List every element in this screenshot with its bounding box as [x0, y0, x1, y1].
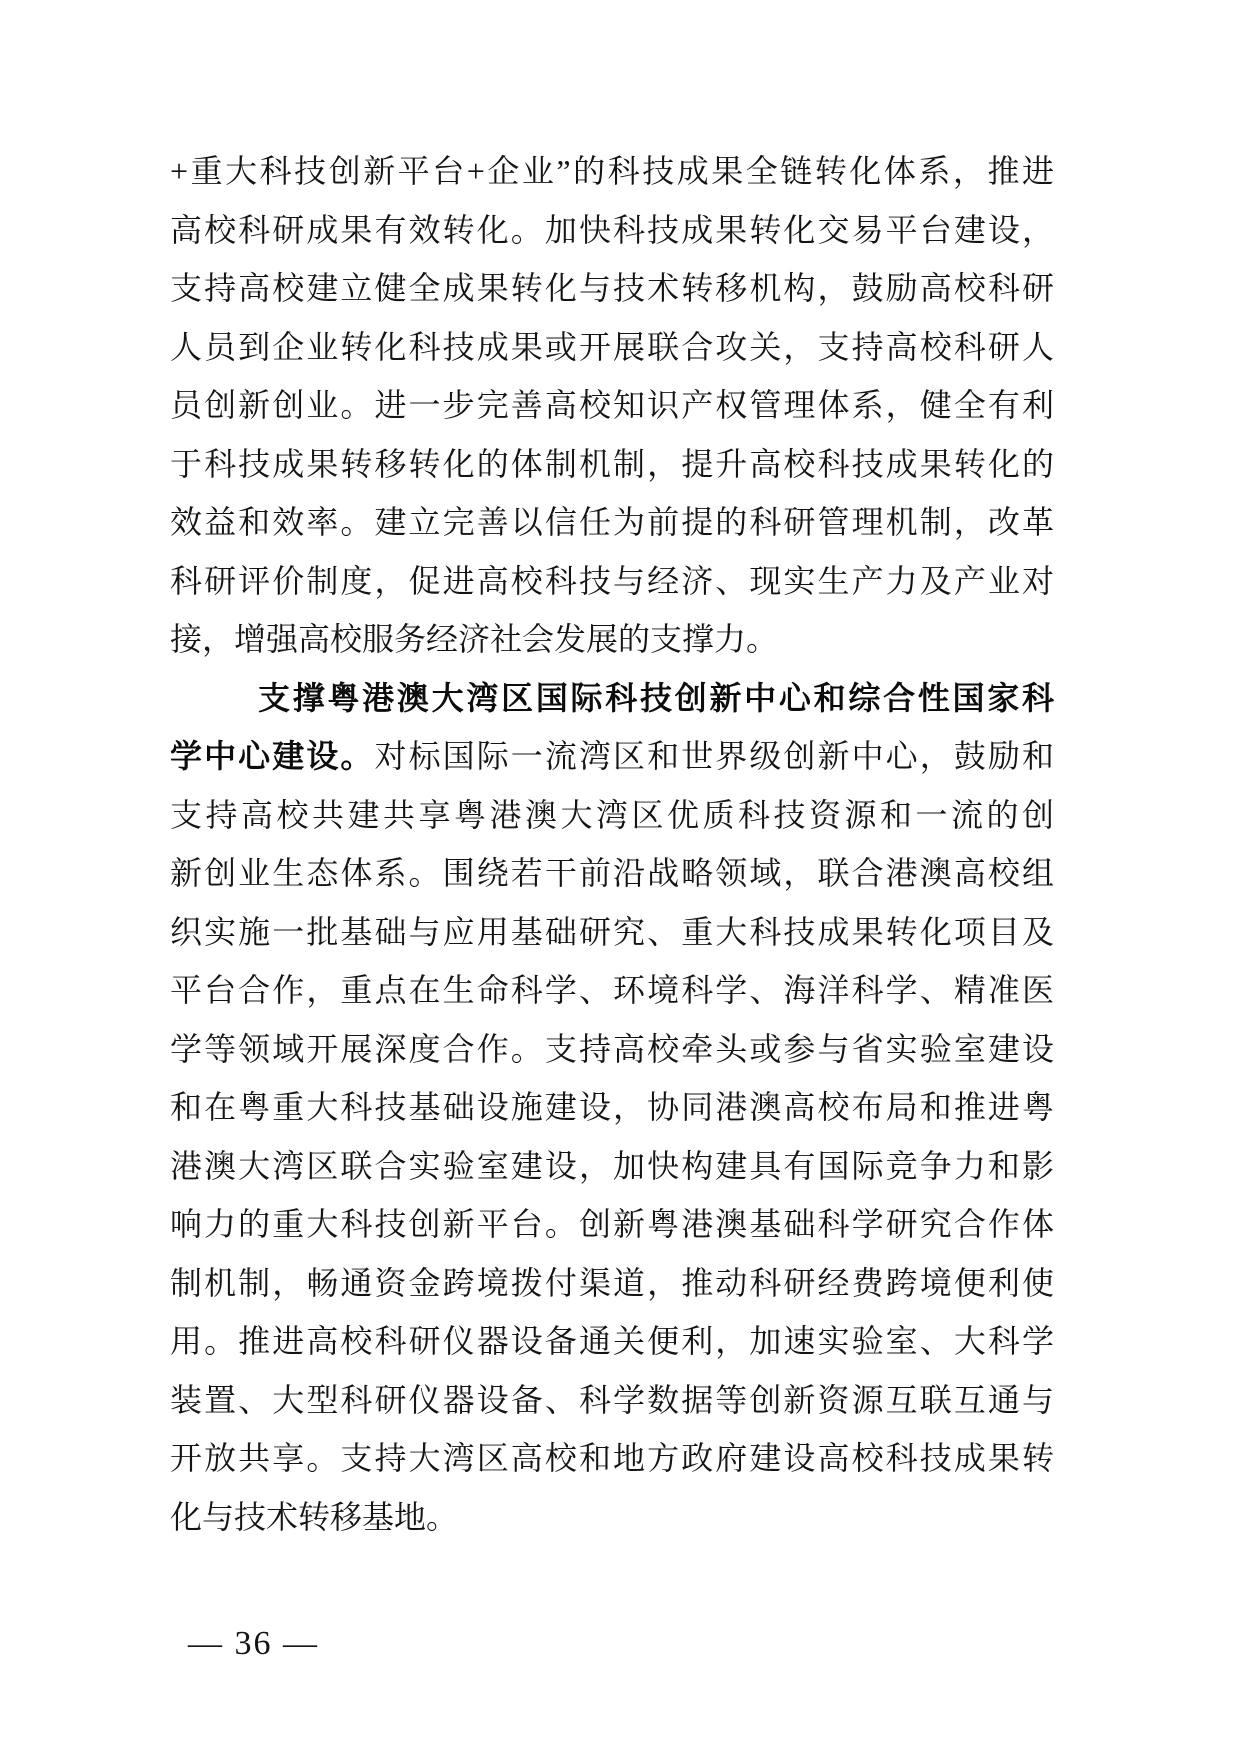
text-line: [170, 142, 1054, 201]
text-line: [170, 1371, 1054, 1430]
text-segment: 员创新创业。进一步完善高校知识产权管理体系，健全有利: [170, 387, 1054, 423]
text-segment: 高校科研成果有效转化。加快科技成果转化交易平台建设，: [170, 211, 1054, 248]
text-line: [170, 1312, 1054, 1371]
text-line: [170, 1137, 1054, 1196]
page-number: — 36 —: [188, 1625, 319, 1662]
text-segment: 学等领域开展深度合作。支持高校牵头或参与省实验室建设: [170, 1030, 1054, 1067]
text-segment: 织实施一批基础与应用基础研究、重大科技成果转化项目及: [170, 913, 1054, 950]
text-line: [170, 844, 1054, 903]
text-line: [170, 1020, 1054, 1079]
text-line: [170, 552, 1054, 611]
text-line: [170, 610, 1054, 669]
text-segment: 人员到企业转化科技成果或开展联合攻关，支持高校科研人: [170, 328, 1054, 365]
text-line: [170, 1488, 1054, 1547]
text-segment: 平台合作，重点在生命科学、环境科学、海洋科学、精准医: [170, 972, 1054, 1008]
text-segment: 支持高校共建共享粤港澳大湾区优质科技资源和一流的创: [170, 796, 1054, 833]
bold-text-segment: 学中心建设。: [170, 738, 375, 774]
text-line: [170, 435, 1054, 494]
text-line: [170, 786, 1054, 845]
text-segment: 对标国际一流湾区和世界级创新中心，鼓励和: [374, 738, 1054, 774]
text-line: [170, 961, 1054, 1020]
bold-text-segment: 支撑粤港澳大湾区国际科技创新中心和综合性国家科: [258, 679, 1054, 716]
text-line: [170, 259, 1054, 318]
text-line: [170, 318, 1054, 377]
text-segment: 制机制，畅通资金跨境拨付渠道，推动科研经费跨境便利使: [170, 1264, 1054, 1301]
document-body: [170, 142, 1054, 1546]
text-line: [170, 669, 1054, 728]
text-segment: 用。推进高校科研仪器设备通关便利，加速实验室、大科学: [170, 1323, 1054, 1359]
text-segment: 接，增强高校服务经济社会发展的支撑力。: [170, 621, 779, 657]
text-segment: 支持高校建立健全成果转化与技术转移机构，鼓励高校科研: [170, 270, 1054, 306]
text-line: [170, 493, 1054, 552]
text-segment: 装置、大型科研仪器设备、科学数据等创新资源互联互通与: [170, 1381, 1054, 1418]
text-segment: +重大科技创新平台+企业”的科技成果全链转化体系，推进: [170, 153, 1054, 189]
text-segment: 港澳大湾区联合实验室建设，加快构建具有国际竞争力和影: [170, 1147, 1054, 1184]
text-segment: 开放共享。支持大湾区高校和地方政府建设高校科技成果转: [170, 1440, 1054, 1476]
text-segment: 于科技成果转移转化的体制机制，提升高校科技成果转化的: [170, 445, 1054, 482]
text-line: [170, 1429, 1054, 1488]
text-segment: 化与技术转移基地。: [170, 1498, 459, 1535]
text-line: [170, 727, 1054, 786]
text-segment: 科研评价制度，促进高校科技与经济、现实生产力及产业对: [170, 562, 1054, 599]
text-line: [170, 1254, 1054, 1313]
text-line: [170, 1078, 1054, 1137]
text-segment: 和在粤重大科技基础设施建设，协同港澳高校布局和推进粤: [170, 1089, 1054, 1125]
text-line: [170, 903, 1054, 962]
text-segment: 效益和效率。建立完善以信任为前提的科研管理机制，改革: [170, 504, 1054, 540]
text-line: [170, 376, 1054, 435]
text-line: [170, 201, 1054, 260]
text-segment: 新创业生态体系。围绕若干前沿战略领域，联合港澳高校组: [170, 855, 1054, 891]
text-line: [170, 1195, 1054, 1254]
text-segment: 响力的重大科技创新平台。创新粤港澳基础科学研究合作体: [170, 1206, 1054, 1242]
